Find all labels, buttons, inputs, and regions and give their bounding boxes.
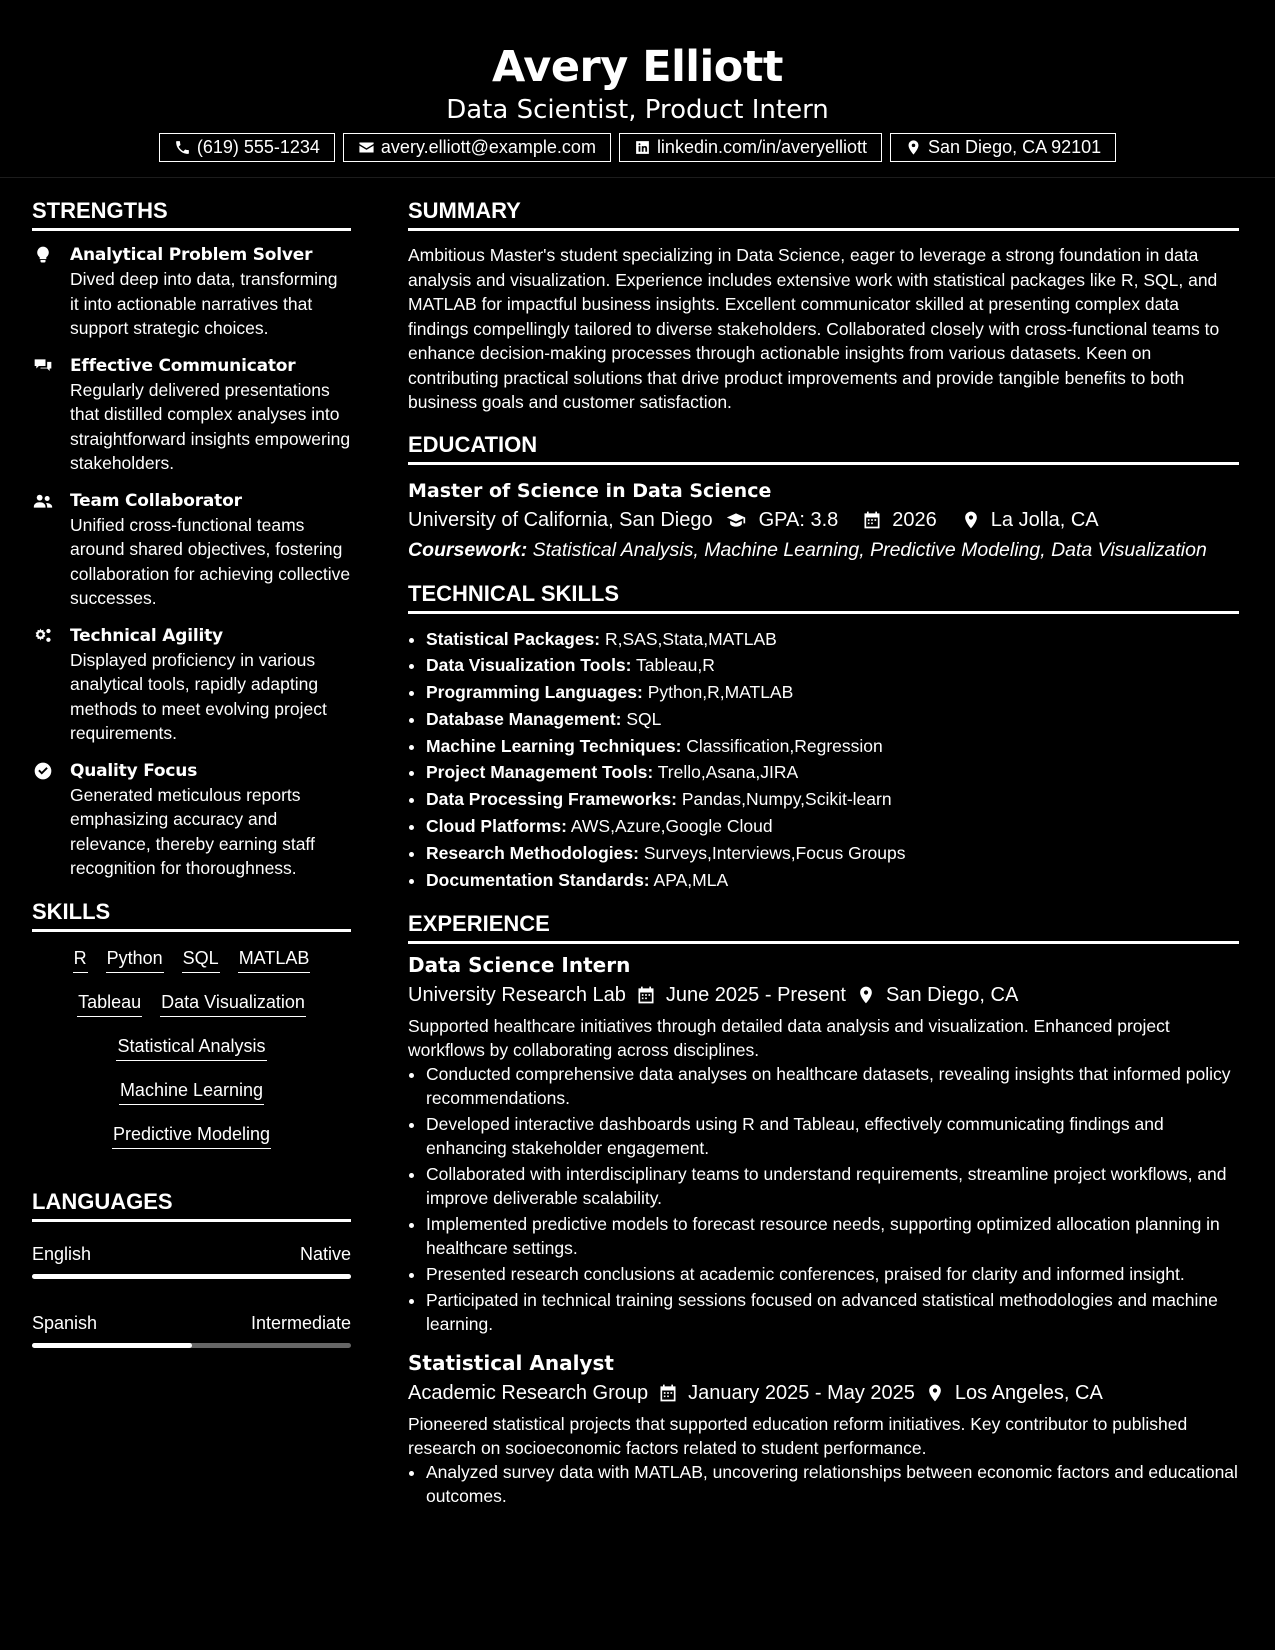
skill-category: Project Management Tools: (426, 762, 654, 783)
list-item (426, 626, 1239, 653)
list-item: • Developed interactive dashboards using R and Tableau, effectively communicating findings and enhancing stakeholder engagement. (426, 1112, 1239, 1160)
coursework (408, 535, 1239, 565)
cogs-icon (32, 626, 54, 646)
language-level: Intermediate (250, 1312, 351, 1333)
language-level: Native (299, 1243, 351, 1264)
strength-desc: Regularly delivered presentations that distilled complex analyses into straightforward insights empowering stakeholders. (70, 379, 351, 473)
language-item (32, 1311, 351, 1348)
proficiency-bar (32, 1343, 351, 1348)
skill-tag: R (73, 946, 88, 973)
calendar-icon (862, 510, 882, 530)
linkedin-text: linkedin.com/in/averyelliott (656, 137, 868, 157)
skill-category: Documentation Standards: (426, 869, 650, 890)
contact-linkedin[interactable] (619, 133, 882, 162)
skill-tag: Data Visualization (160, 990, 306, 1017)
job-bullets (408, 1062, 1239, 1336)
list-item (426, 786, 1239, 813)
list-item (426, 813, 1239, 840)
skill-values: SQL (626, 708, 662, 729)
skill-values: Tableau,R (636, 655, 715, 676)
list-item (426, 706, 1239, 733)
skill-values: Classification,Regression (686, 735, 883, 756)
job-meta (408, 980, 1239, 1010)
phone-icon (174, 139, 191, 156)
languages-heading: LANGUAGES (32, 1187, 351, 1222)
list-item (426, 733, 1239, 760)
gpa: GPA: 3.8 (758, 508, 839, 531)
skill-values: R,SAS,Stata,MATLAB (605, 628, 777, 649)
skill-tag: Machine Learning (119, 1078, 264, 1105)
list-item (426, 840, 1239, 867)
skill-category: Research Methodologies: (426, 842, 639, 863)
skill-values: Python,R,MATLAB (647, 682, 794, 703)
email-text: avery.elliott@example.com (380, 137, 596, 157)
calendar-icon (658, 1383, 678, 1403)
check-circle-icon (32, 761, 54, 781)
list-item (426, 867, 1239, 894)
job-meta (408, 1378, 1239, 1408)
skill-values: Pandas,Numpy,Scikit-learn (681, 789, 892, 810)
proficiency-fill (32, 1343, 192, 1348)
graduation-cap-icon (723, 510, 749, 530)
education-meta (408, 505, 1239, 535)
strength-item (32, 759, 351, 881)
strength-title: Technical Agility (70, 625, 223, 646)
list-item: • Conducted comprehensive data analyses on healthcare datasets, revealing insights that informed policy recommendations. (426, 1062, 1239, 1110)
technical-skills-list (408, 626, 1239, 894)
comments-icon (32, 356, 54, 376)
job-dates: January 2025 - May 2025 (688, 1382, 915, 1405)
language-name: Spanish (32, 1312, 98, 1333)
skill-tag: SQL (182, 946, 220, 973)
strength-item (32, 243, 351, 341)
calendar-icon (636, 985, 656, 1005)
users-icon (32, 491, 54, 511)
contact-email[interactable] (343, 133, 611, 162)
strength-title: Analytical Problem Solver (70, 245, 313, 265)
summary-text: Ambitious Master's student specializing in Data Science, eager to leverage a strong foundation in data analysis and visualization. Experience includes extensive work with statistical packages like R, SQL, and MATLAB for impactful business insights. Excellent communicator skilled at presenting complex data findings compellingly tailored to diverse stakeholders. Collaborated closely with cross-functional teams to enhance decision-making processes through actionable insights from various datasets. Keen on contributing practical solutions that drive product improvements and provide tangible benefits to both business goals and customer satisfaction. (408, 245, 1220, 412)
map-pin-icon (905, 139, 922, 156)
job-location: San Diego, CA (886, 984, 1019, 1007)
strength-item (32, 489, 351, 611)
job-title: Statistical Analyst (408, 1351, 614, 1376)
job-entry (408, 950, 1239, 1336)
skill-values: Trello,Asana,JIRA (657, 762, 799, 783)
proficiency-bar (32, 1274, 351, 1279)
skill-category: Statistical Packages: (426, 628, 601, 649)
lightbulb-icon (32, 245, 54, 265)
map-pin-icon (856, 985, 876, 1005)
job-title: Data Science Intern (408, 953, 631, 978)
job-description: Supported healthcare initiatives through detailed data analysis and visualization. Enhanced project workflows by collaborating across disciplines. (408, 1016, 1170, 1061)
resume-header (0, 0, 1275, 178)
school-name: University of California, San Diego (408, 508, 713, 531)
coursework-label: Coursework: (408, 538, 528, 561)
contact-location (890, 133, 1116, 162)
skill-category: Machine Learning Techniques: (426, 735, 682, 756)
coursework-list: Statistical Analysis, Machine Learning, Predictive Modeling, Data Visualization (532, 538, 1207, 561)
left-column (32, 196, 351, 1380)
language-name: English (32, 1243, 92, 1264)
skill-tag: MATLAB (238, 946, 311, 973)
linkedin-icon (634, 139, 651, 156)
job-entry (408, 1348, 1239, 1508)
list-item: • Presented research conclusions at academic conferences, praised for clarity and informed insight. (426, 1262, 1239, 1286)
strength-desc: Generated meticulous reports emphasizing accuracy and relevance, thereby earning staff recognition for thoroughness. (70, 784, 315, 878)
skill-category: Data Processing Frameworks: (426, 789, 677, 810)
strength-desc: Dived deep into data, transforming it into actionable narratives that support strategic choices. (70, 269, 338, 338)
location-text: San Diego, CA 92101 (928, 137, 1102, 157)
degree-name: Master of Science in Data Science (408, 479, 772, 502)
list-item (426, 652, 1239, 679)
job-org: University Research Lab (408, 984, 626, 1007)
strength-item (32, 624, 351, 746)
strength-title: Team Collaborator (70, 490, 242, 511)
contact-phone[interactable] (159, 133, 335, 162)
strengths-heading: STRENGTHS (32, 196, 351, 231)
strength-item (32, 354, 351, 476)
skill-tag: Python (106, 946, 164, 973)
candidate-name: Avery Elliott (492, 42, 783, 92)
strength-desc: Displayed proficiency in various analytical tools, rapidly adapting methods to meet evolving project requirements. (70, 649, 327, 743)
list-item: • Analyzed survey data with MATLAB, uncovering relationships between economic factors and educational outcomes. (426, 1460, 1239, 1508)
technical-skills-heading: TECHNICAL SKILLS (408, 579, 1239, 614)
list-item (426, 759, 1239, 786)
list-item: • Collaborated with interdisciplinary teams to understand requirements, streamline project workflows, and improve deliverable scalability. (426, 1162, 1239, 1210)
language-item (32, 1242, 351, 1279)
skill-category: Data Visualization Tools: (426, 655, 632, 676)
summary-heading: SUMMARY (408, 196, 1239, 231)
skill-tag: Predictive Modeling (112, 1122, 271, 1149)
graduation-year: 2026 (892, 508, 937, 531)
job-location: Los Angeles, CA (954, 1382, 1103, 1405)
strength-desc: Unified cross-functional teams around shared objectives, fostering collaboration for achieving collective successes. (70, 514, 351, 608)
envelope-icon (358, 139, 375, 156)
experience-heading: EXPERIENCE (408, 909, 1239, 944)
skill-category: Database Management: (426, 708, 622, 729)
contact-bar (0, 133, 1275, 162)
skill-values: APA,MLA (653, 869, 729, 890)
phone-text: (619) 555-1234 (196, 137, 320, 157)
map-pin-icon (925, 1383, 945, 1403)
skill-category: Programming Languages: (426, 682, 643, 703)
skills-heading: SKILLS (32, 897, 351, 932)
right-column (408, 196, 1239, 1520)
skill-values: AWS,Azure,Google Cloud (570, 816, 773, 837)
proficiency-fill (32, 1274, 351, 1279)
skill-values: Surveys,Interviews,Focus Groups (643, 842, 906, 863)
candidate-title: Data Scientist, Product Intern (446, 95, 829, 125)
list-item: • Participated in technical training sessions focused on advanced statistical methodologies and machine learning. (426, 1288, 1239, 1336)
skill-tag: Tableau (77, 990, 142, 1017)
school-location: La Jolla, CA (990, 508, 1099, 531)
map-pin-icon (961, 510, 981, 530)
list-item (426, 679, 1239, 706)
list-item: • Implemented predictive models to forecast resource needs, supporting optimized allocation planning in healthcare settings. (426, 1212, 1239, 1260)
job-bullets (408, 1460, 1239, 1508)
skills-list (32, 946, 351, 1149)
strength-title: Effective Communicator (70, 355, 296, 376)
skill-category: Cloud Platforms: (426, 816, 567, 837)
job-description: Pioneered statistical projects that supported education reform initiatives. Key contributor to published research on socioeconomic factors related to student performance. (408, 1414, 1188, 1459)
education-heading: EDUCATION (408, 430, 1239, 465)
job-dates: June 2025 - Present (665, 984, 846, 1007)
strength-title: Quality Focus (70, 760, 198, 781)
skill-tag: Statistical Analysis (116, 1034, 266, 1061)
job-org: Academic Research Group (408, 1382, 649, 1405)
